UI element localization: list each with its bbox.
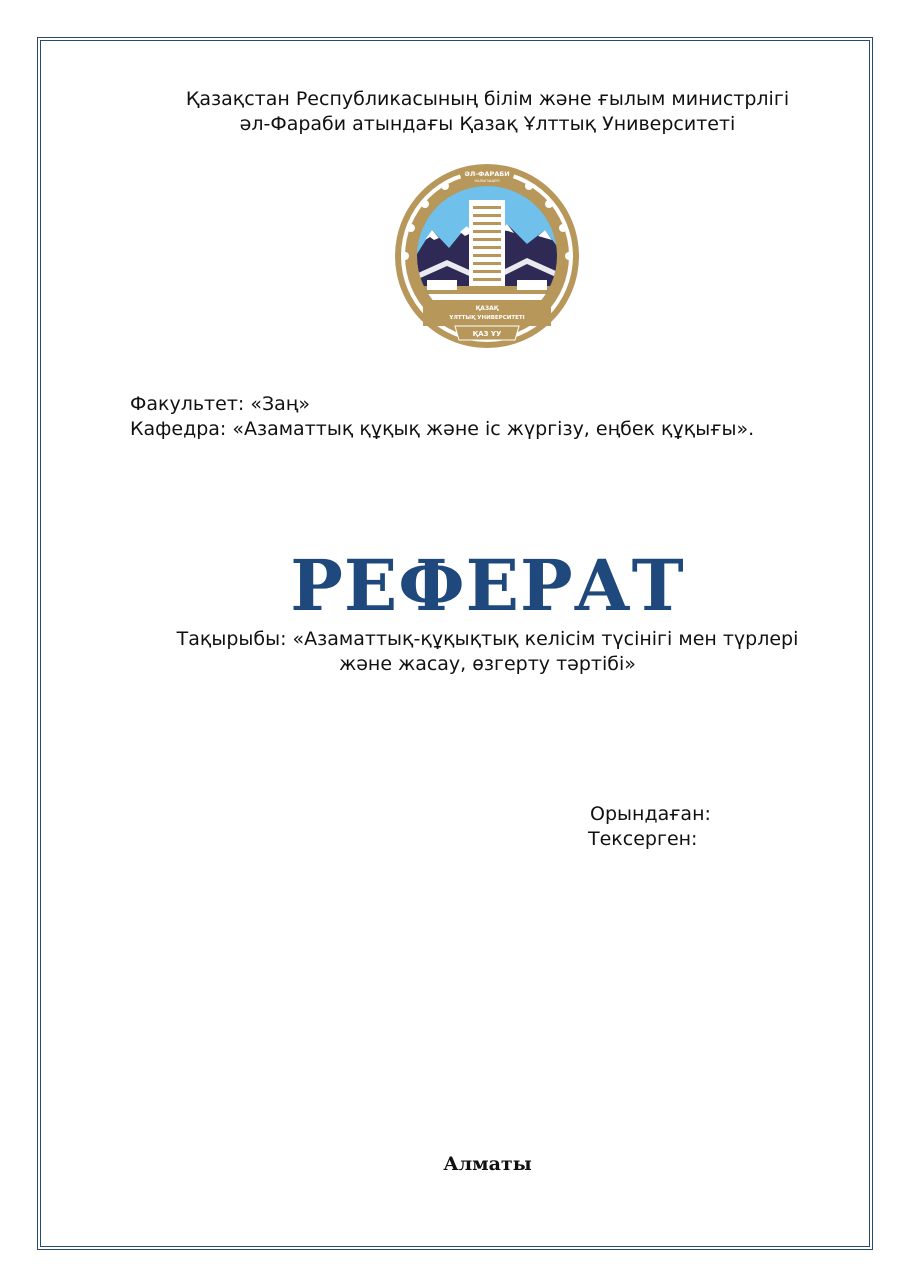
logo-top-subtext: НАЛЫГЫШЕРІ: [474, 179, 500, 183]
city-label: Алматы: [443, 1153, 532, 1175]
faculty-line: Факультет: «Заң»: [130, 393, 310, 415]
checked-by-label: Тексерген:: [588, 828, 698, 850]
university-logo-emblem: [387, 160, 587, 348]
topic-line-2: және жасау, өзгерту тәртібі»: [339, 653, 636, 675]
document-title: РЕФЕРАТ: [290, 544, 685, 627]
department-line: Кафедра: «Азаматтық құқық және іс жүргізу, еңбек құқығы».: [130, 418, 755, 440]
logo-bottom-line1: ҚАЗАҚ: [475, 305, 499, 312]
logo-top-text: ӘЛ-ФАРАБИ: [464, 170, 510, 178]
logo-bottom-line2: ҰЛТТЫҚ УНИВЕРСИТЕТІ: [449, 315, 525, 321]
topic-line-1: Тақырыбы: «Азаматтық-құқықтық келісім түсінігі мен түрлері: [176, 628, 799, 650]
ministry-line: Қазақстан Республикасының білім және ғылым министрлігі: [185, 88, 790, 110]
university-line: әл-Фараби атындағы Қазақ Ұлттық Университеті: [239, 113, 736, 135]
logo-ribbon-text: ҚАЗ ҰУ: [472, 330, 502, 338]
performed-by-label: Орындаған:: [590, 803, 711, 825]
